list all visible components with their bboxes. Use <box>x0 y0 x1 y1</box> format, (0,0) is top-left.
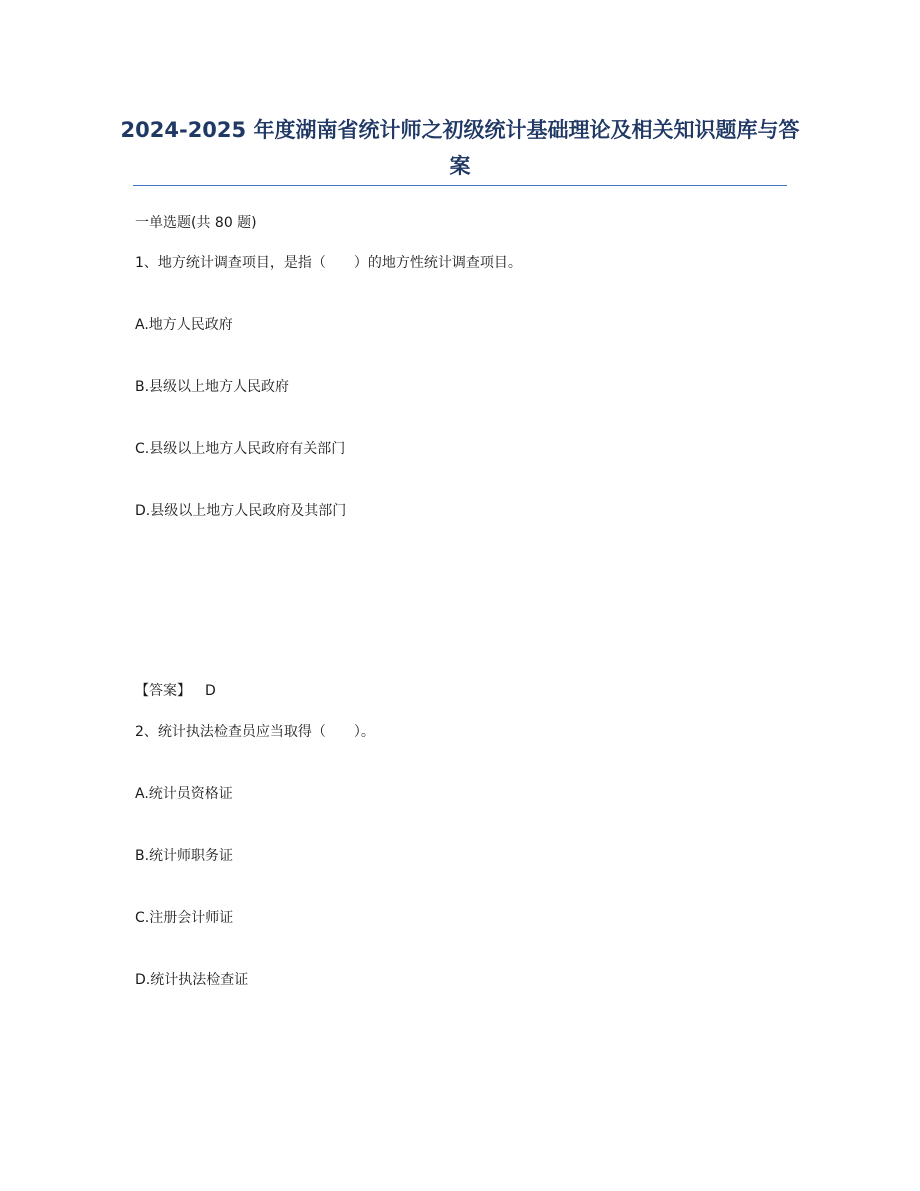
answer-label: 【答案】 <box>135 683 191 699</box>
question-1-stem: 1、地方统计调查项目，是指（ ）的地方性统计调查项目。 <box>135 255 522 271</box>
document-title: 2024-2025 年度湖南省统计师之初级统计基础理论及相关知识题库与答案 <box>120 118 800 178</box>
question-1-option-d: D.县级以上地方人民政府及其部门 <box>135 503 347 519</box>
question-1-answer <box>135 681 216 701</box>
section-title: 一单选题(共 80 题) <box>135 215 257 231</box>
question-2-option-d: D.统计执法检查证 <box>135 972 249 988</box>
answer-value: D <box>205 683 216 699</box>
question-2-option-b: B.统计师职务证 <box>135 848 234 864</box>
title-underline <box>133 185 787 186</box>
question-1-option-a: A.地方人民政府 <box>135 317 233 333</box>
question-2-option-a: A.统计员资格证 <box>135 786 233 802</box>
question-2-option-c: C.注册会计师证 <box>135 910 234 926</box>
question-1-option-b: B.县级以上地方人民政府 <box>135 379 290 395</box>
question-2-stem: 2、统计执法检查员应当取得（ ）。 <box>135 724 375 740</box>
question-1-option-c: C.县级以上地方人民政府有关部门 <box>135 441 346 457</box>
